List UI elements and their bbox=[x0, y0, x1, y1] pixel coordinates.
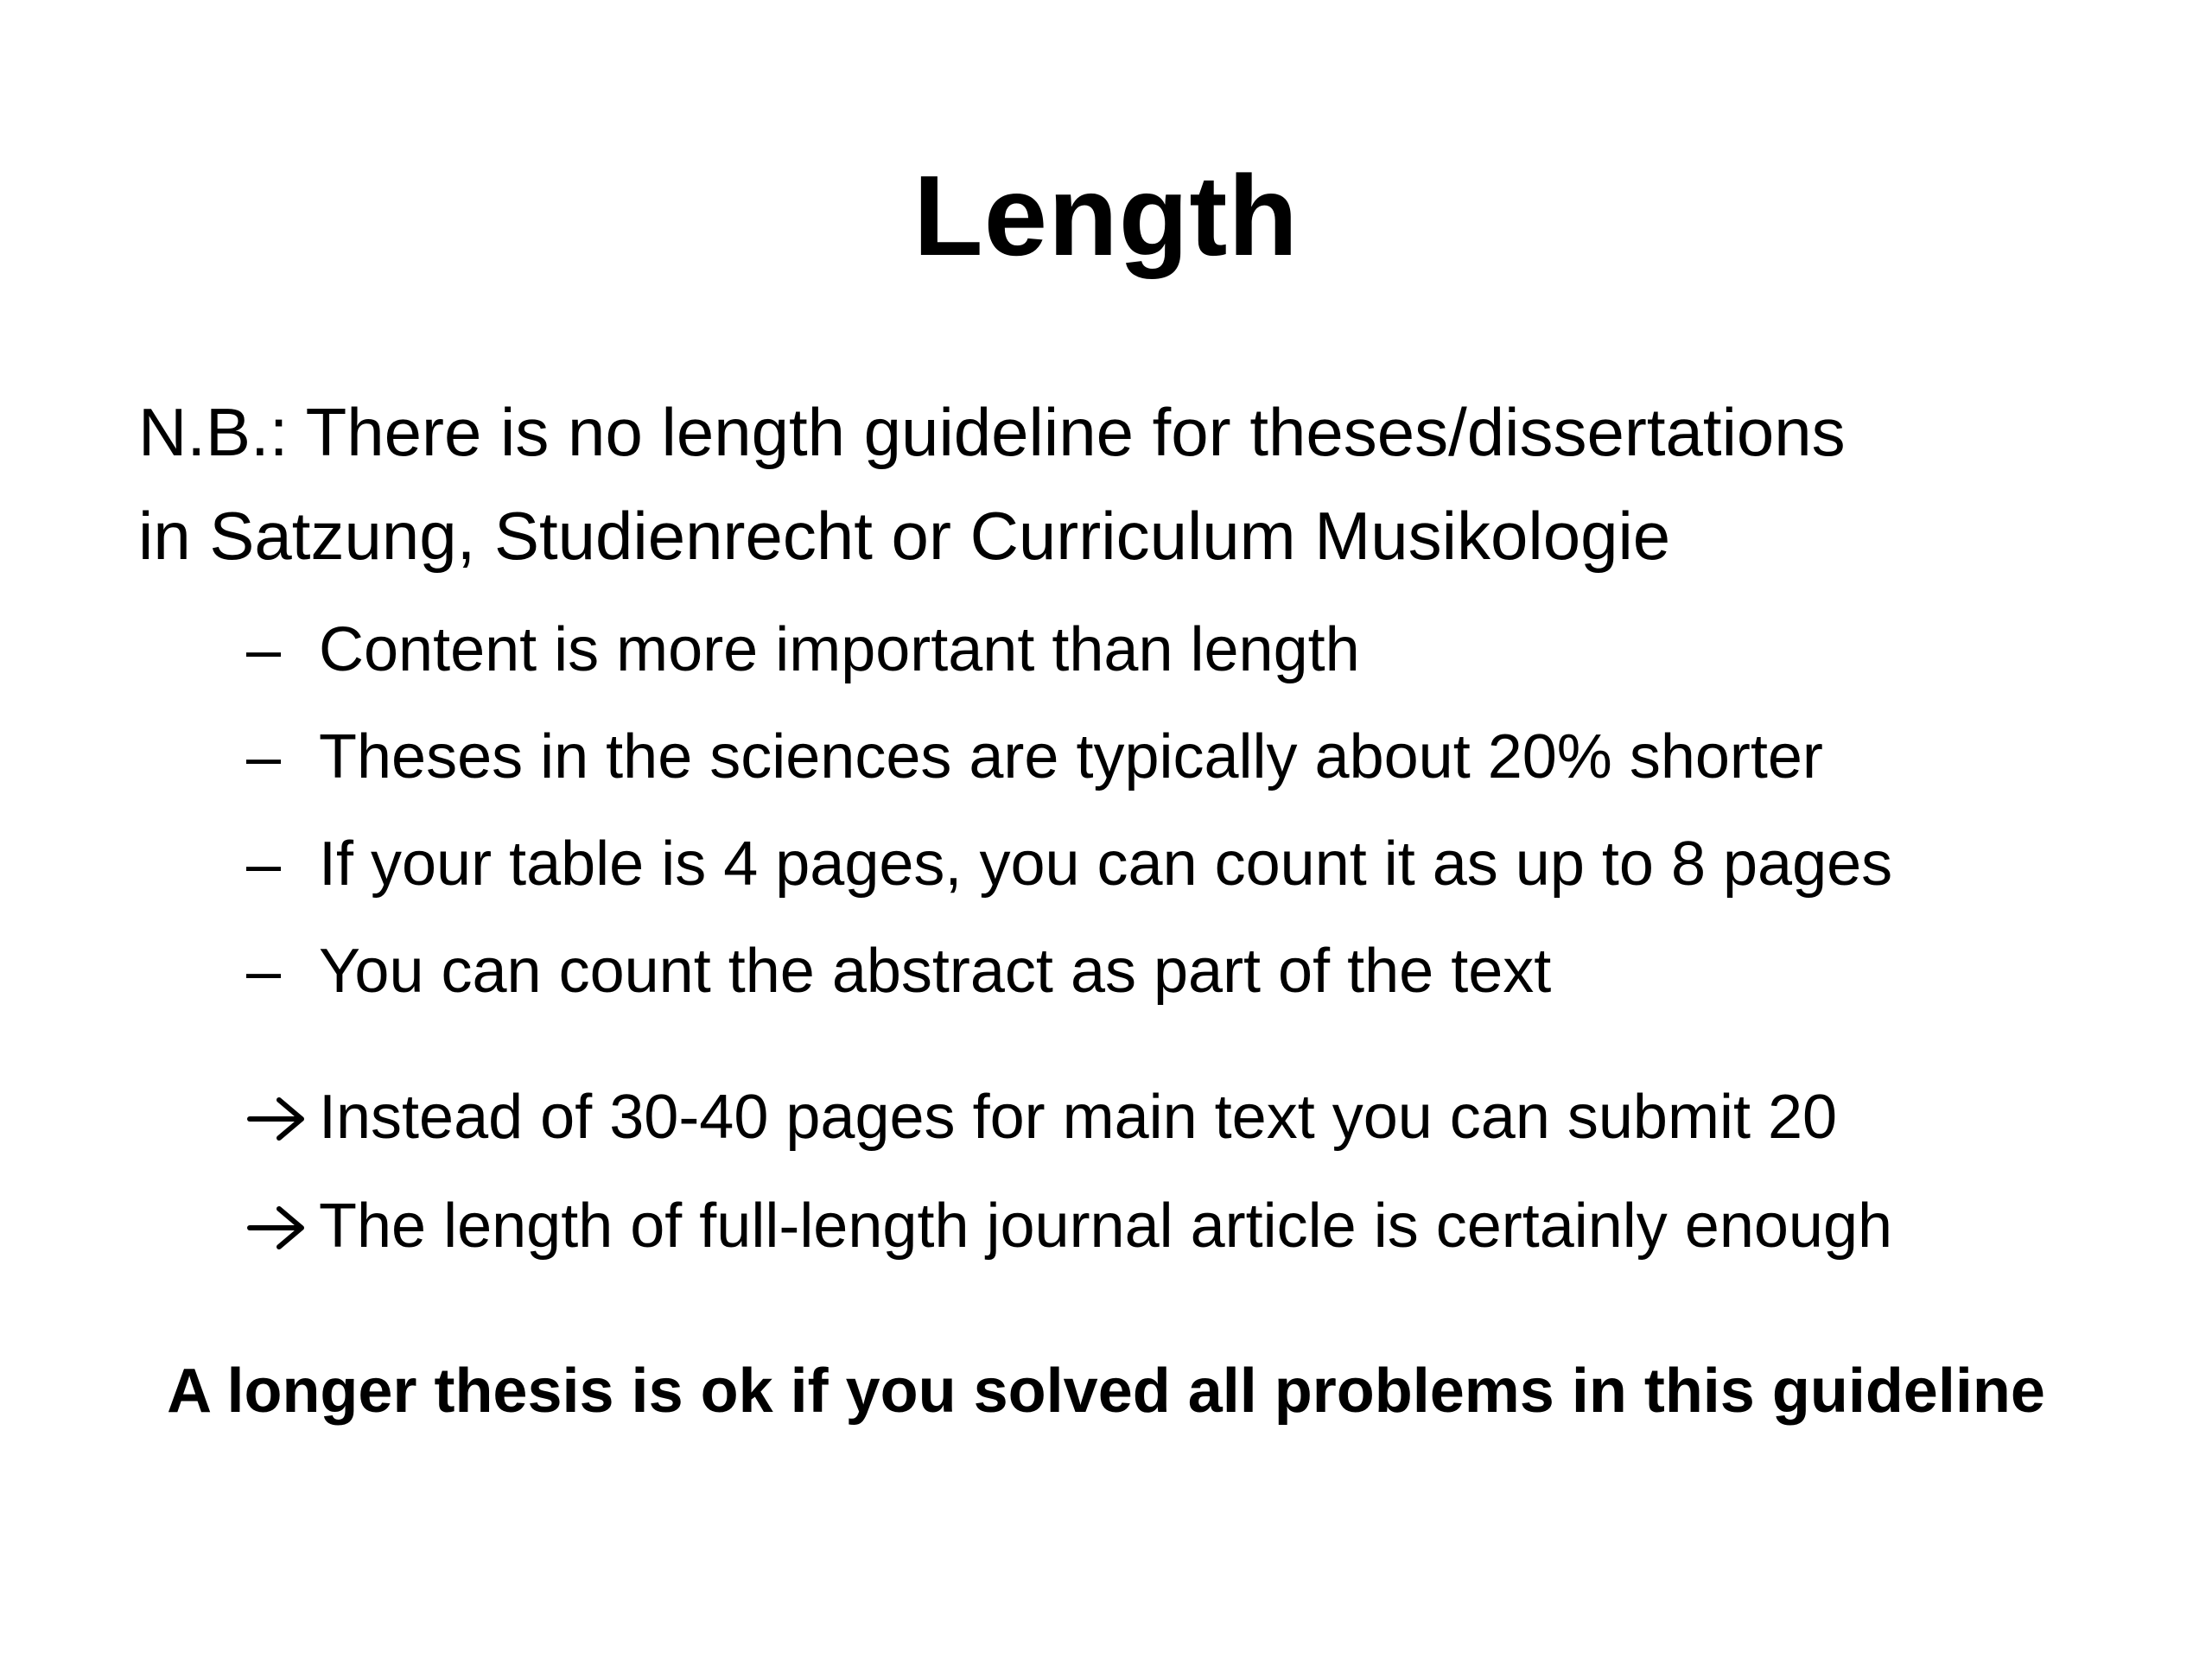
dash-bullet-icon: – bbox=[246, 722, 282, 791]
arrow-points bbox=[246, 1063, 2164, 1281]
arrow-point bbox=[246, 1063, 2164, 1172]
arrow-point-text: The length of full-length journal article is certainly enough bbox=[319, 1192, 1893, 1261]
list-item-text: Theses in the sciences are typically about 20% shorter bbox=[319, 722, 1823, 791]
list-item bbox=[246, 703, 2164, 810]
intro-line: N.B.: There is no length guideline for theses/dissertations bbox=[138, 394, 1846, 470]
right-arrow-icon bbox=[246, 1172, 319, 1281]
dash-bullet-icon: – bbox=[246, 830, 282, 899]
arrow-point-text: Instead of 30-40 pages for main text you can submit 20 bbox=[319, 1083, 1838, 1152]
list-item bbox=[246, 918, 2164, 1025]
list-item-text: If your table is 4 pages, you can count it as up to 8 pages bbox=[319, 830, 1893, 899]
dash-bullet-icon: – bbox=[246, 615, 282, 684]
conclusion-text: A longer thesis is ok if you solved all problems in this guideline bbox=[167, 1357, 2045, 1426]
list-item-text: Content is more important than length bbox=[319, 615, 1360, 684]
arrow-point bbox=[246, 1172, 2164, 1281]
intro-paragraph bbox=[138, 380, 2177, 588]
right-arrow-icon bbox=[246, 1063, 319, 1172]
intro-line: in Satzung, Studienrecht or Curriculum Musikologie bbox=[138, 498, 1671, 574]
dash-bullet-icon: – bbox=[246, 937, 282, 1006]
list-item bbox=[246, 596, 2164, 703]
list-item bbox=[246, 810, 2164, 918]
list-item-text: You can count the abstract as part of the text bbox=[319, 937, 1552, 1006]
bullet-list bbox=[246, 596, 2164, 1025]
slide-title: Length bbox=[913, 152, 1299, 279]
